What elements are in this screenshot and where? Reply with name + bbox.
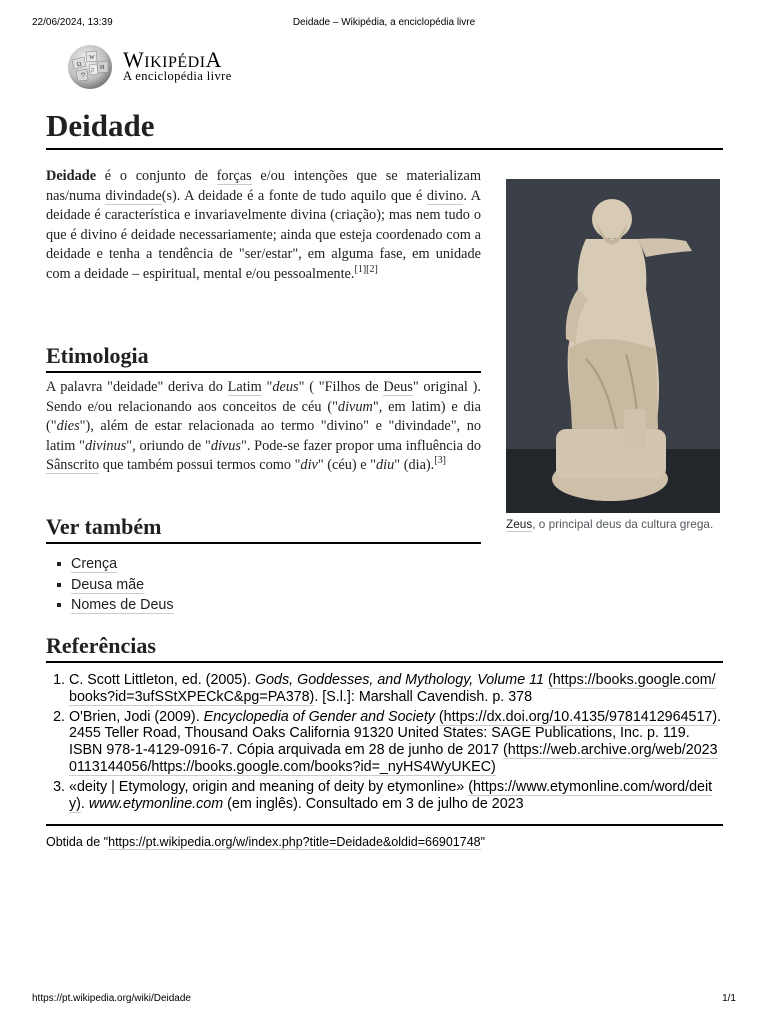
print-url: https://pt.wikipedia.org/wiki/Deidade: [32, 993, 191, 1004]
caption-link-zeus[interactable]: Zeus: [506, 517, 533, 531]
print-footer: [32, 993, 736, 1007]
reference-title: Gods, Goddesses, and Mythology, Volume 11: [254, 672, 544, 688]
reference-item: 1. C. Scott Littleton, ed. (2005). Gods, Goddesses, and Mythology, Volume 11 (https://books.google.com/books?id=3ufSStXPECkC&pg=PA378). [S.l.]: Marshall Cavendish. p. 378: [69, 672, 723, 706]
link-divindade[interactable]: divindade: [105, 187, 162, 204]
link-forcas[interactable]: forças: [216, 168, 252, 184]
bold-term: Deidade: [46, 168, 97, 184]
link-sanscrito[interactable]: Sânscrito: [46, 457, 100, 473]
ref-link-1[interactable]: [1]: [354, 263, 367, 275]
zeus-statue-image[interactable]: [506, 179, 720, 513]
wikipedia-wordmark: WIKIPÉDIA: [123, 47, 222, 72]
reference-site: www.etymonline.com: [88, 795, 224, 812]
print-datetime: 22/06/2024, 13:39: [32, 17, 113, 28]
link-divino[interactable]: divino: [426, 187, 464, 204]
retrieved-from: Obtida de "https://pt.wikipedia.org/w/index.php?title=Deidade&oldid=66901748": [46, 835, 486, 849]
reference-url[interactable]: (https://books.google.com/books?id=3ufSStXPECkC&pg=PA378): [69, 672, 716, 705]
section-heading-etimologia: Etimologia: [46, 342, 481, 373]
see-also-link-deusa-mae[interactable]: Deusa mãe: [71, 576, 145, 593]
list-item: [71, 575, 174, 596]
link-deus[interactable]: Deus: [383, 379, 413, 395]
print-page-number: 1/1: [722, 993, 736, 1004]
references-list: [46, 672, 723, 815]
svg-text:W: W: [89, 55, 95, 61]
print-page-title: Deidade – Wikipédia, a enciclopédia livre: [292, 17, 476, 28]
list-item: [71, 595, 174, 616]
svg-text:Ω: Ω: [77, 62, 82, 68]
wikipedia-globe-icon: [66, 44, 114, 90]
divider: [46, 824, 723, 826]
page-title: Deidade: [46, 106, 723, 150]
see-also-list: [71, 554, 174, 616]
svg-text:ק: ק: [91, 68, 95, 74]
ref-link-2[interactable]: [2]: [366, 263, 378, 275]
reference-url[interactable]: (https://www.etymonline.com/word/deity): [69, 778, 713, 812]
reference-item: 3. «deity | Etymology, origin and meaning of deity by etymonline» (https://www.etymonline.com/word/deity). www.etymonline.com (em inglês). Consultado em 3 de julho de 2023: [69, 779, 723, 813]
zeus-figure: [506, 179, 720, 533]
reference-item: 2. O'Brien, Jodi (2009). Encyclopedia of Gender and Society (https://dx.doi.org/10.4135/9781412964517). 2455 Teller Road, Thousand Oaks California 91320 United States: SAGE Publications, Inc. p. 119. ISBN 978-1-4129-0916-7. Cópia arquivada em 28 de junho de 2017 (https://web.archive.org/web/20230113144056/https://books.google.com/books?id=_nyHS4WyUKEC): [69, 709, 723, 776]
svg-text:И: И: [100, 65, 105, 71]
reference-url[interactable]: (https://dx.doi.org/10.4135/9781412964517): [438, 708, 718, 725]
retrieved-url-link[interactable]: https://pt.wikipedia.org/w/index.php?title=Deidade&oldid=66901748: [108, 835, 481, 849]
intro-paragraph: Deidade é o conjunto de forças e/ou intenções que se materializam nas/numa divindade(s). A deidade é a fonte de tudo aquilo que é divino. A deidade é característica e invariavelmente divina (criação); mas nem tudo o que é divino é deidade necessariamente; ainda que esteja coordenado com a deidade e tenha a tendência de "ser/estar", em alguma fase, em unidade com a deidade – espiritual, mental e/ou pessoalmente.[1][2]: [46, 168, 482, 282]
etymology-paragraph: A palavra "deidade" deriva do Latim "deus" ( "Filhos de Deus" original ). Sendo e/ou relacionando aos conceitos de céu ("divum", em latim) e dia ("dies"), além de estar relacionada ao termo "divino" e "divindade", no latim "divinus", oriundo de "divus". Pode-se fazer propor uma influência do Sânscrito que também possui termos como "div" (céu) e "diu" (dia).[3]: [46, 379, 482, 473]
print-header: [32, 17, 736, 31]
list-item: [71, 554, 174, 575]
see-also-link-crenca[interactable]: Crença: [71, 556, 118, 572]
link-latim[interactable]: Latim: [227, 379, 262, 395]
wikipedia-logo[interactable]: [66, 44, 266, 90]
wikipedia-tagline: A enciclopédia livre: [123, 69, 232, 83]
section-heading-referencias: Referências: [46, 632, 723, 663]
figure-caption: Zeus, o principal deus da cultura grega.: [506, 517, 714, 531]
reference-archive-url[interactable]: (https://web.archive.org/web/20230113144056/https://books.google.com/books?id=_nyHS4WyUKEC): [69, 742, 718, 775]
see-also-link-nomes-de-deus[interactable]: Nomes de Deus: [71, 597, 174, 613]
ref-link-3[interactable]: [3]: [434, 455, 446, 467]
section-heading-ver-tambem: Ver também: [46, 513, 481, 544]
reference-title: Encyclopedia of Gender and Society: [203, 708, 435, 725]
svg-text:ウ: ウ: [80, 73, 87, 79]
